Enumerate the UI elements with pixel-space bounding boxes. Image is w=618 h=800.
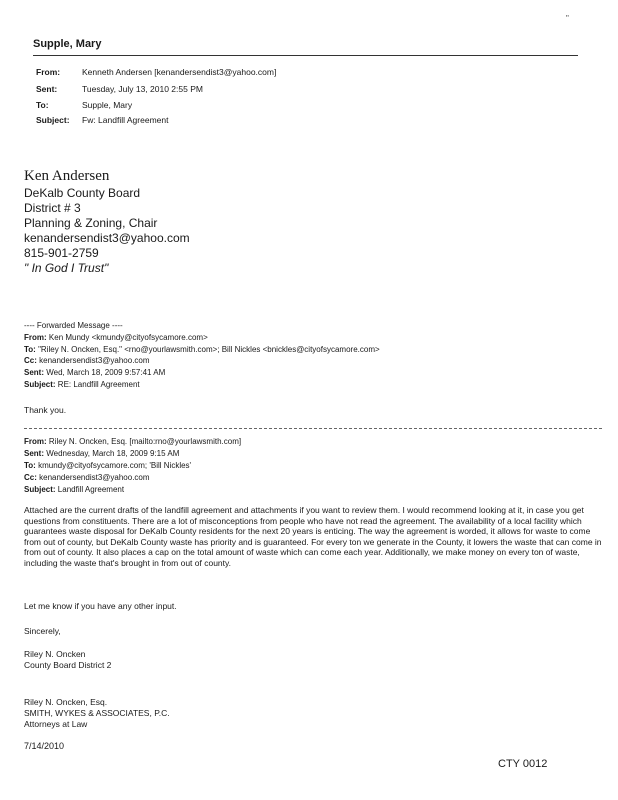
firm-name: Riley N. Oncken, Esq. <box>24 697 108 707</box>
original-from-label: From: <box>24 437 47 446</box>
original-to-row <box>24 461 191 471</box>
to-label: To: <box>36 100 49 110</box>
forwarded-sent-label: Sent: <box>24 368 44 377</box>
original-message-divider <box>24 428 602 429</box>
forwarded-to-label: To: <box>24 345 36 354</box>
signature-line-1: DeKalb County Board <box>24 186 141 200</box>
original-subject-value: Landfill Agreement <box>57 485 125 494</box>
original-sent-label: Sent: <box>24 449 44 458</box>
sent-value: Tuesday, July 13, 2010 2:55 PM <box>82 84 203 94</box>
from-value: Kenneth Andersen [kenandersendist3@yahoo.com] <box>82 67 277 77</box>
forwarded-cc-row <box>24 356 150 366</box>
forwarded-to-value: "Riley N. Oncken, Esq." <rno@yourlawsmith.com>; Bill Nickles <bnickles@cityofsycamore.com> <box>38 345 380 354</box>
sender-title: County Board District 2 <box>24 660 112 670</box>
bates-number: CTY 0012 <box>498 758 548 770</box>
sign-off: Sincerely, <box>24 626 61 636</box>
forwarded-sent-row <box>24 368 165 378</box>
signature-motto: " In God I Trust" <box>24 261 109 275</box>
mailbox-owner: Supple, Mary <box>33 38 102 50</box>
signature-line-3: Planning & Zoning, Chair <box>24 216 158 230</box>
original-from-value: Riley N. Oncken, Esq. [mailto:rno@yourlawsmith.com] <box>48 437 242 446</box>
forwarded-sent-value: Wed, March 18, 2009 9:57:41 AM <box>46 368 166 377</box>
forwarded-subject-row <box>24 380 140 390</box>
signature-name: Ken Andersen <box>24 168 110 184</box>
subject-value: Fw: Landfill Agreement <box>82 115 169 125</box>
forwarded-subject-label: Subject: <box>24 380 56 389</box>
closing-line: Let me know if you have any other input. <box>24 601 177 611</box>
original-subject-label: Subject: <box>24 485 56 494</box>
forwarded-from-value: Ken Mundy <kmundy@cityofsycamore.com> <box>48 333 208 342</box>
to-value: Supple, Mary <box>82 100 133 110</box>
forwarded-banner: ---- Forwarded Message ---- <box>24 321 123 330</box>
original-to-value: kmundy@cityofsycamore.com; 'Bill Nickles' <box>38 461 192 470</box>
original-cc-row <box>24 473 150 483</box>
original-cc-value: kenandersendist3@yahoo.com <box>39 473 150 482</box>
forwarded-from-row <box>24 333 208 343</box>
corner-mark: " <box>566 14 569 23</box>
forwarded-to-row <box>24 345 380 355</box>
firm: SMITH, WYKES & ASSOCIATES, P.C. <box>24 708 170 718</box>
firm-role: Attorneys at Law <box>24 719 88 729</box>
original-cc-label: Cc: <box>24 473 37 482</box>
sent-label: Sent: <box>36 84 58 94</box>
header-rule <box>33 55 578 56</box>
original-sent-row <box>24 449 179 459</box>
subject-label: Subject: <box>36 115 70 125</box>
forwarded-cc-value: kenandersendist3@yahoo.com <box>39 356 150 365</box>
forwarded-body: Thank you. <box>24 405 67 415</box>
original-body: Attached are the current drafts of the landfill agreement and attachments if you want to review them. I would recommend looking at it, in case you get questions from constituents. There are a lot of misconceptions from people who have not read the agreement. The availability of a local facility which guarantees waste disposal for DeKalb County residents for the next 20 years is enticing. The way the agreement is worded, it allows for waste to come from out of county, but DeKalb County waste has priority and is guaranteed. For every ton we generate in the County, it lowers the waste that can come in from out of county. It also places a cap on the total amount of waste which can come each year. Additionally, we make money on every ton of waste, including the waste that's brought in from out of county. <box>24 505 602 568</box>
sender-name: Riley N. Oncken <box>24 649 86 659</box>
forwarded-from-label: From: <box>24 333 47 342</box>
signature-phone: 815-901-2759 <box>24 246 99 260</box>
original-sent-value: Wednesday, March 18, 2009 9:15 AM <box>46 449 180 458</box>
print-date: 7/14/2010 <box>24 741 65 751</box>
signature-line-2: District # 3 <box>24 201 81 215</box>
forwarded-subject-value: RE: Landfill Agreement <box>57 380 140 389</box>
forwarded-cc-label: Cc: <box>24 356 37 365</box>
original-subject-row <box>24 485 124 495</box>
from-label: From: <box>36 67 61 77</box>
original-from-row <box>24 437 241 447</box>
signature-email[interactable]: kenandersendist3@yahoo.com <box>24 231 190 245</box>
original-to-label: To: <box>24 461 36 470</box>
